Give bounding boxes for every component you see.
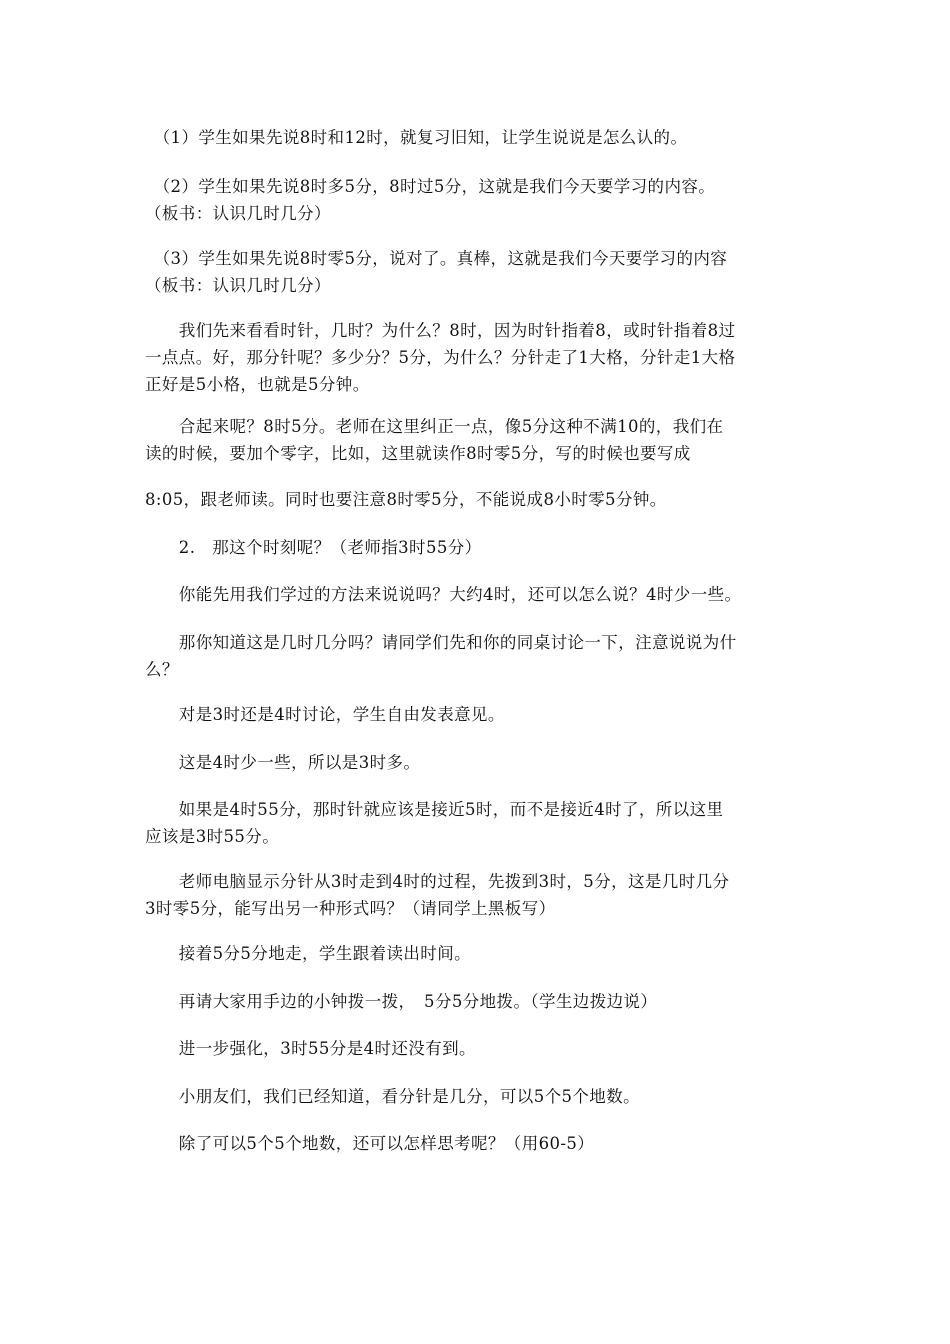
paragraph-13 bbox=[145, 868, 825, 922]
paragraph-line: 我们先来看看时针，几时？为什么？8时，因为时针指着8，或时针指着8过 bbox=[145, 321, 736, 340]
paragraph-5 bbox=[145, 413, 825, 467]
paragraph-line: （1）学生如果先说8时和12时，就复习旧知，让学生说说是怎么认的。 bbox=[145, 128, 688, 147]
paragraph-line: 这是4时少一些，所以是3时多。 bbox=[145, 753, 421, 772]
paragraph-line: 读的时候，要加个零字，比如，这里就读作8时零5分，写的时候也要写成 bbox=[145, 444, 691, 463]
paragraph-9 bbox=[145, 629, 825, 683]
paragraph-8 bbox=[145, 581, 825, 608]
paragraph-line: （板书：认识几时几分） bbox=[145, 276, 331, 295]
paragraph-16 bbox=[145, 1035, 825, 1062]
paragraph-1 bbox=[145, 124, 825, 151]
paragraph-line: 应该是3时55分。 bbox=[145, 827, 280, 846]
paragraph-3 bbox=[145, 245, 825, 299]
paragraph-line: 合起来呢？8时5分。老师在这里纠正一点，像5分这种不满10的，我们在 bbox=[145, 417, 724, 436]
paragraph-line: 一点点。好，那分针呢？多少分？5分，为什么？分针走了1大格，分针走1大格 bbox=[145, 348, 736, 367]
paragraph-line: 3时零5分，能写出另一种形式吗？（请同学上黑板写） bbox=[145, 899, 556, 918]
paragraph-line: 那你知道这是几时几分吗？请同学们先和你的同桌讨论一下，注意说说为什 bbox=[145, 633, 737, 652]
paragraph-line: 么？ bbox=[145, 660, 179, 679]
paragraph-2 bbox=[145, 173, 825, 227]
paragraph-line: 8:05，跟老师读。同时也要注意8时零5分，不能说成8小时零5分钟。 bbox=[145, 490, 667, 509]
paragraph-line: 正好是5小格，也就是5分钟。 bbox=[145, 375, 370, 394]
paragraph-12 bbox=[145, 796, 825, 850]
paragraph-11 bbox=[145, 749, 825, 776]
paragraph-line: 再请大家用手边的小钟拨一拨， 5分5分地拨。（学生边拨边说） bbox=[145, 992, 658, 1011]
paragraph-17 bbox=[145, 1083, 825, 1110]
paragraph-line: （3）学生如果先说8时零5分，说对了。真棒，这就是我们今天要学习的内容 bbox=[145, 249, 728, 268]
paragraph-18 bbox=[145, 1130, 825, 1157]
paragraph-line: 老师电脑显示分针从3时走到4时的过程，先拨到3时，5分，这是几时几分 bbox=[145, 872, 730, 891]
paragraph-line: （2）学生如果先说8时多5分，8时过5分，这就是我们今天要学习的内容。 bbox=[145, 177, 716, 196]
paragraph-6 bbox=[145, 486, 825, 513]
paragraph-7 bbox=[145, 534, 825, 561]
paragraph-line: 你能先用我们学过的方法来说说吗？大约4时，还可以怎么说？4时少一些。 bbox=[145, 585, 742, 604]
paragraph-4 bbox=[145, 317, 825, 398]
paragraph-line: 进一步强化，3时55分是4时还没有到。 bbox=[145, 1039, 476, 1058]
paragraph-line: 接着5分5分地走，学生跟着读出时间。 bbox=[145, 944, 471, 963]
paragraph-line: 小朋友们，我们已经知道，看分针是几分，可以5个5个地数。 bbox=[145, 1087, 640, 1106]
paragraph-line: 2. 那这个时刻呢？（老师指3时55分） bbox=[145, 538, 482, 557]
paragraph-line: 对是3时还是4时讨论，学生自由发表意见。 bbox=[145, 705, 505, 724]
paragraph-15 bbox=[145, 988, 825, 1015]
paragraph-line: （板书：认识几时几分） bbox=[145, 204, 331, 223]
paragraph-14 bbox=[145, 940, 825, 967]
paragraph-10 bbox=[145, 701, 825, 728]
paragraph-line: 如果是4时55分，那时针就应该是接近5时，而不是接近4时了，所以这里 bbox=[145, 800, 724, 819]
paragraph-line: 除了可以5个5个地数，还可以怎样思考呢？（用60-5） bbox=[145, 1134, 595, 1153]
